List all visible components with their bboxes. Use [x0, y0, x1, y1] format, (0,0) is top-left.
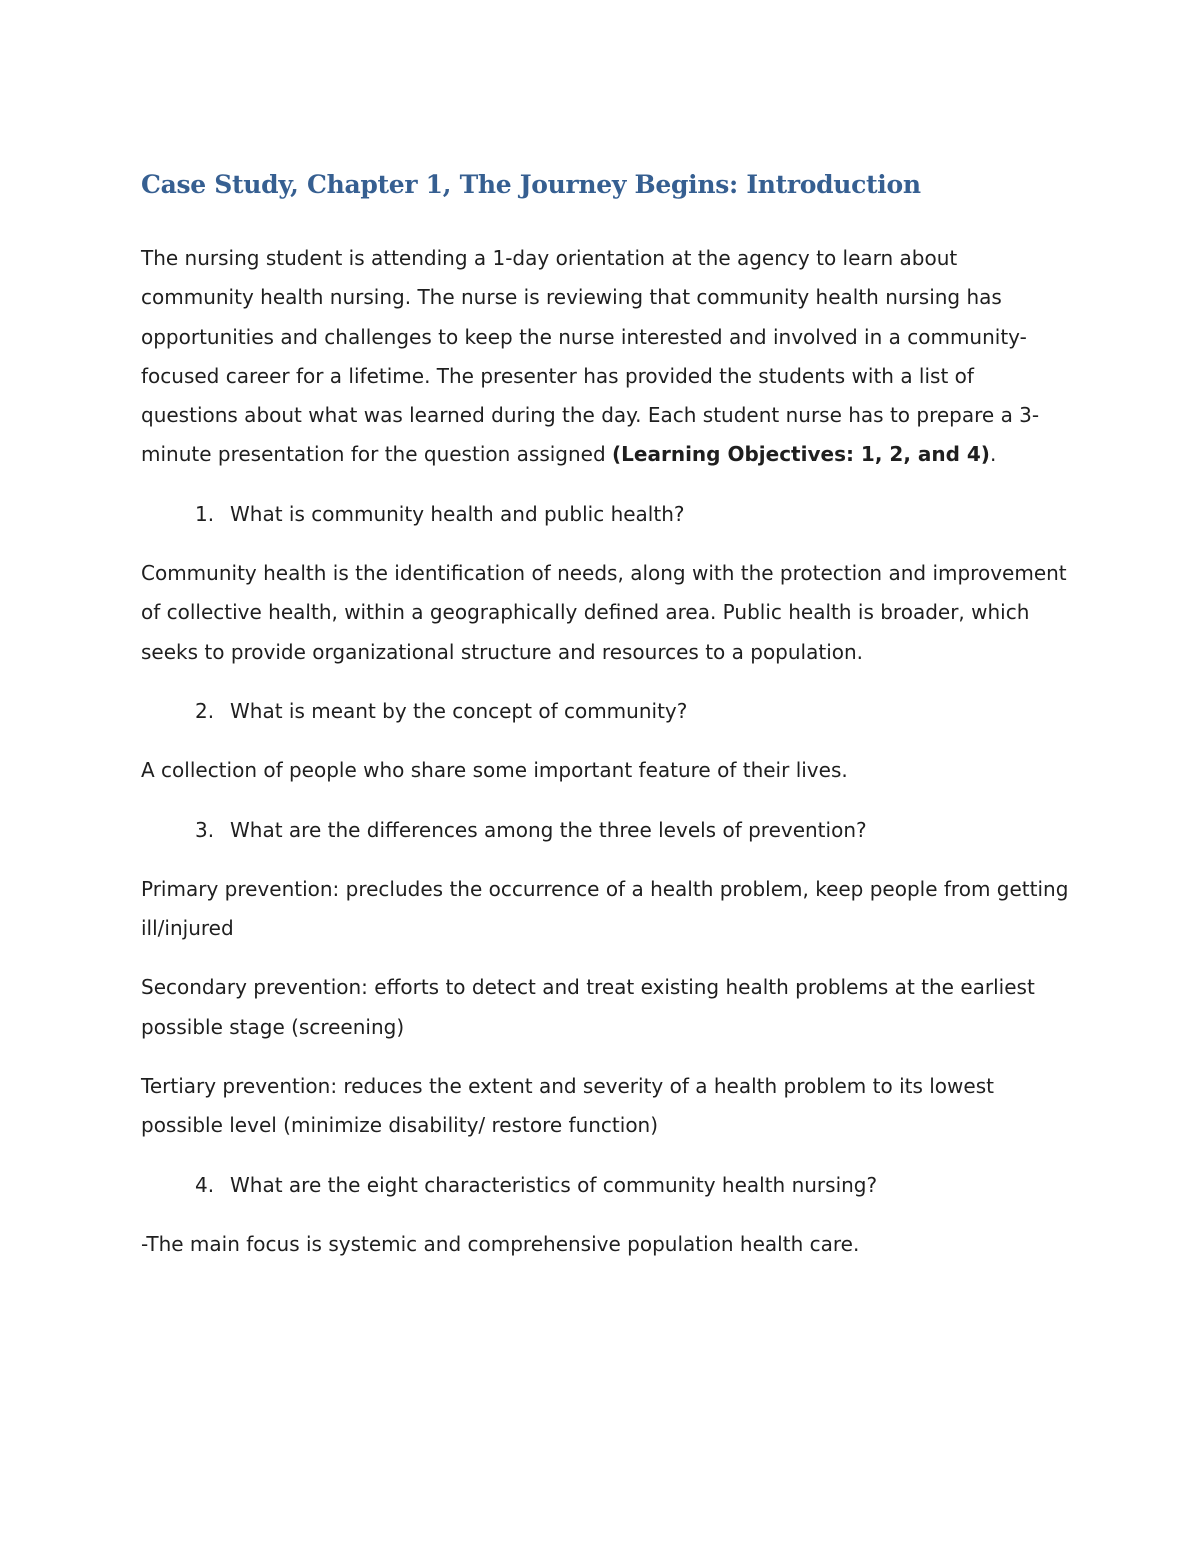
- intro-end: .: [989, 442, 997, 467]
- question-text: What are the differences among the three levels of prevention?: [230, 817, 867, 842]
- answer-2: A collection of people who share some important feature of their lives.: [141, 758, 848, 783]
- question-number: 2.: [195, 698, 215, 723]
- question-text: What is meant by the concept of community?: [230, 698, 688, 723]
- question-4: [141, 1166, 1071, 1205]
- question-3: [141, 811, 1071, 850]
- answer-3-secondary: Secondary prevention: efforts to detect and treat existing health problems at the earliest possible stage (screening): [141, 975, 1035, 1039]
- answer-3-tertiary: Tertiary prevention: reduces the extent and severity of a health problem to its lowest possible level (minimize disability/ restore function): [141, 1074, 994, 1138]
- question-number: 4.: [195, 1172, 215, 1197]
- question-text: What is community health and public health?: [230, 501, 685, 526]
- question-text: What are the eight characteristics of community health nursing?: [230, 1172, 878, 1197]
- question-1: [141, 495, 1071, 534]
- question-number: 3.: [195, 817, 215, 842]
- intro-text: The nursing student is attending a 1-day orientation at the agency to learn about community health nursing. The nurse is reviewing that community health nursing has opportunities and challenges to keep the nurse interested and involved in a community-focused career for a lifetime. The presenter has provided the students with a list of questions about what was learned during the day. Each student nurse has to prepare a 3-minute presentation for the question assigned: [141, 246, 1040, 467]
- learning-objectives: (Learning Objectives: 1, 2, and 4): [612, 442, 990, 467]
- document-title: Case Study, Chapter 1, The Journey Begins: Introduction: [141, 170, 921, 199]
- question-2: [141, 692, 1071, 731]
- answer-3-primary: Primary prevention: precludes the occurrence of a health problem, keep people from getting ill/injured: [141, 876, 1069, 941]
- document-body: [141, 160, 1071, 1264]
- intro-paragraph: [141, 239, 1071, 475]
- answer-1: Community health is the identification of needs, along with the protection and improvement of collective health, within a geographically defined area. Public health is broader, which seeks to provide organizational structure and resources to a population.: [141, 561, 1067, 664]
- question-number: 1.: [195, 501, 215, 526]
- answer-4: -The main focus is systemic and comprehensive population health care.: [141, 1231, 860, 1256]
